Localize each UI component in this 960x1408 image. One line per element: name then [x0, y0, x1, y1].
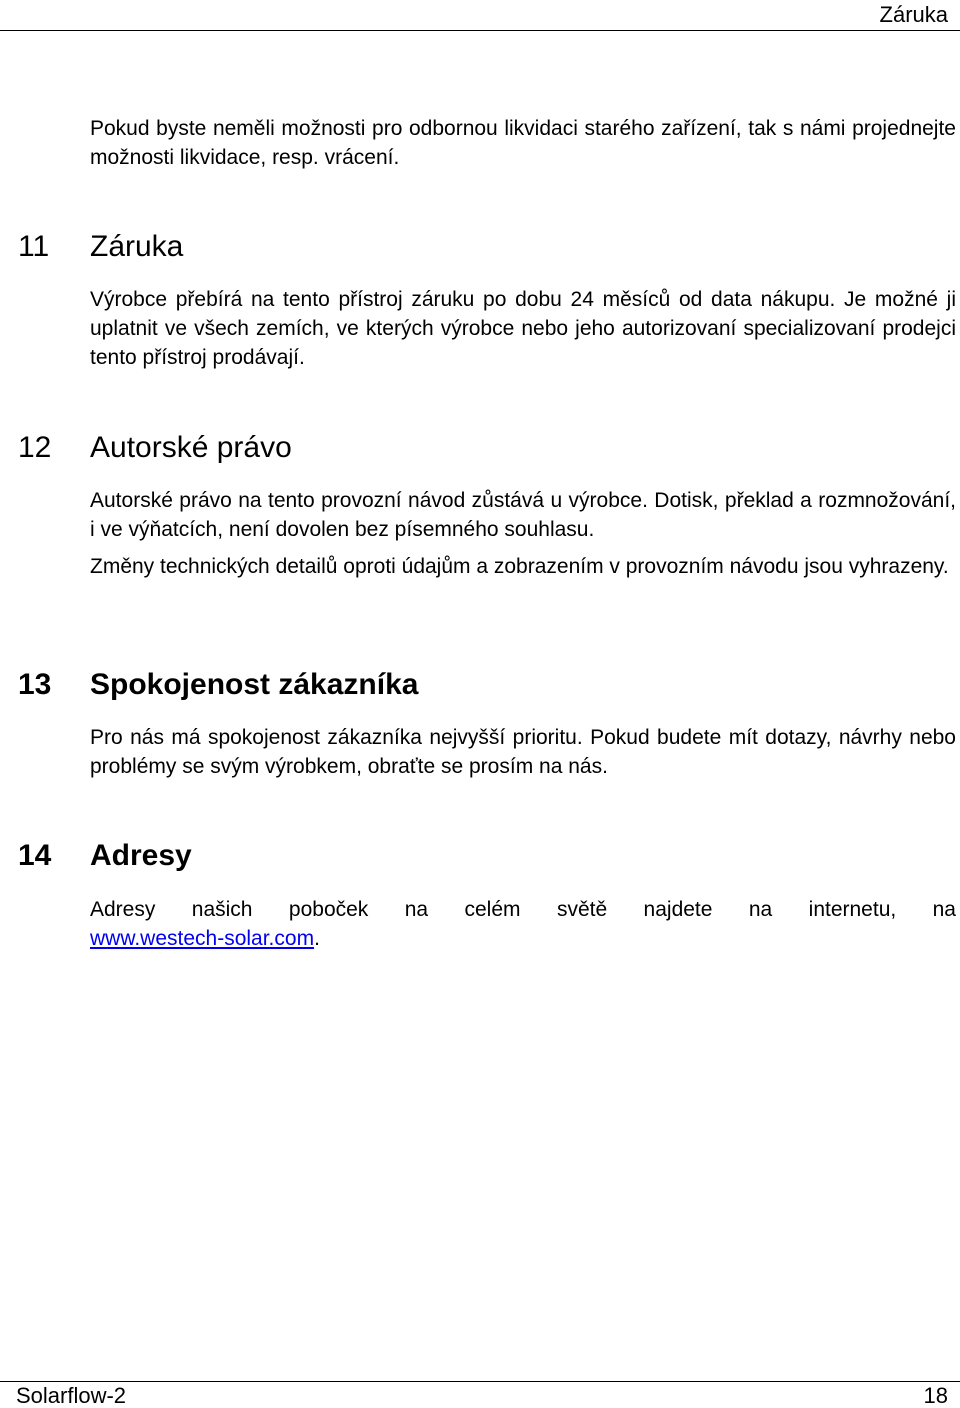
- footer-page-number: 18: [923, 1383, 948, 1408]
- section-title: Záruka: [90, 230, 184, 263]
- page-footer: [0, 1381, 960, 1406]
- section-title: Spokojenost zákazníka: [90, 668, 419, 701]
- intro-paragraph: Pokud byste neměli možnosti pro odbornou likvidaci starého zařízení, tak s námi projednejte možnosti likvidace, resp. vrácení.: [90, 117, 956, 169]
- addresses-link-line: [90, 924, 956, 953]
- page-header: [0, 0, 960, 31]
- footer-product-name: Solarflow-2: [16, 1383, 127, 1408]
- section-number: 11: [18, 230, 50, 263]
- section-heading-warranty: [18, 229, 183, 265]
- section-number: 14: [18, 839, 52, 872]
- satisfaction-paragraph: Pro nás má spokojenost zákazníka nejvyšší prioritu. Pokud budete mít dotazy, návrhy nebo problémy se svým výrobkem, obraťte se prosím na nás.: [90, 726, 956, 778]
- warranty-paragraph: Výrobce přebírá na tento přístroj záruku po dobu 24 měsíců od data nákupu. Je možné ji uplatnit ve všech zemích, ve kterých výrobce nebo jeho autorizovaní specializovaní prodejci tento přístroj prodávají.: [90, 288, 956, 369]
- link-suffix: .: [314, 927, 320, 950]
- section-heading-addresses: [18, 838, 192, 874]
- section-title: Adresy: [90, 839, 192, 872]
- website-link[interactable]: www.westech-solar.com: [90, 927, 315, 950]
- copyright-paragraph-2: Změny technických detailů oproti údajům a zobrazením v provozním návodu jsou vyhrazeny.: [90, 555, 949, 578]
- section-heading-satisfaction: [18, 667, 418, 703]
- copyright-paragraph-1: Autorské právo na tento provozní návod zůstává u výrobce. Dotisk, překlad a rozmnožování, i ve výňatcích, není dovolen bez písemného souhlasu.: [90, 489, 956, 541]
- addresses-paragraph: Adresy našich poboček na celém světě najdete na internetu, na: [90, 898, 956, 921]
- section-heading-copyright: [18, 430, 292, 466]
- section-title: Autorské právo: [90, 431, 292, 464]
- section-number: 12: [18, 431, 52, 464]
- section-number: 13: [18, 668, 52, 701]
- header-title: Záruka: [879, 2, 948, 27]
